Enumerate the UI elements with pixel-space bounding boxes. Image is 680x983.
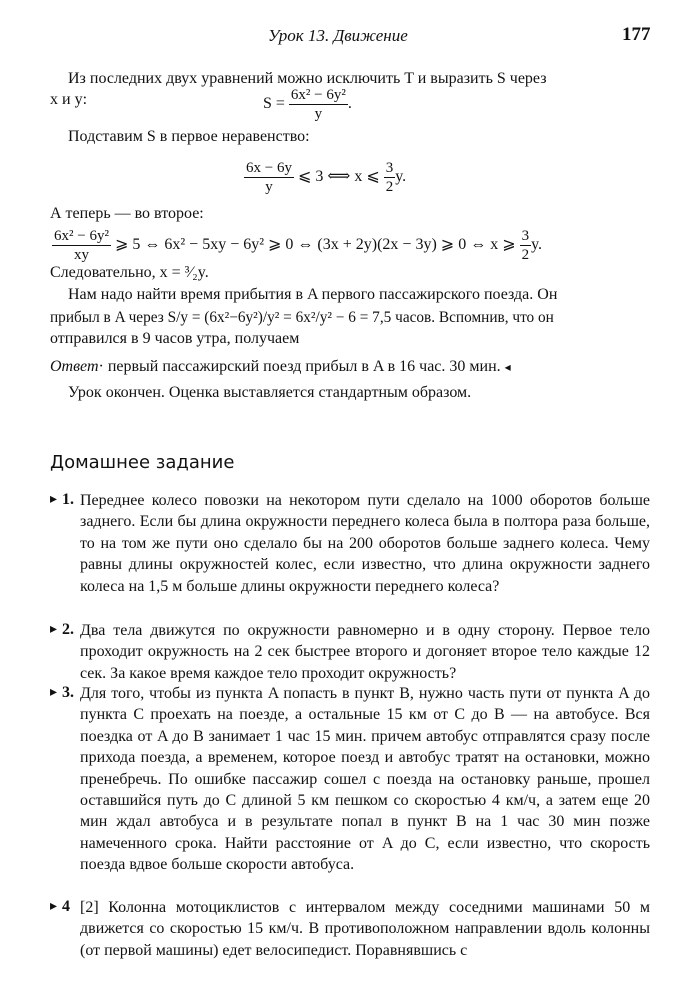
equation-s: [263, 86, 352, 123]
answer-text: · первый пассажирский поезд прибыл в A в 16 час. 30 мин.: [98, 358, 501, 375]
inequality-1-tail: y.: [395, 168, 407, 186]
equation-s-lhs: S =: [263, 95, 285, 113]
solution-line-9: Урок окончен. Оценка выставляется стандартным образом.: [68, 384, 472, 401]
solution-line-8: отправился в 9 часов утра, получаем: [50, 330, 300, 347]
inequality-1-fraction: [244, 159, 294, 196]
inequality-1-coeff-den: 2: [385, 179, 394, 195]
problem-text: [2] Колонна мотоциклистов с интервалом между соседними машинами 50 м движется со скоростью 15 км/ч. В противоположном направлении вдоль колонны (от первой машины) едет велосипедист. Поравнявшись с: [80, 899, 650, 959]
problem-number: 1.: [62, 491, 74, 508]
equation-s-tail: .: [347, 95, 352, 113]
inequality-1-denominator: y: [265, 179, 273, 195]
page-number: 177: [622, 24, 651, 45]
inequality-2-coeff: [520, 227, 532, 264]
equation-s-numerator: 6x² − 6y²: [290, 87, 346, 103]
problem-number: 2.: [62, 621, 74, 638]
problem-marker-icon: ▸: [50, 899, 58, 914]
problem-number: 3.: [62, 684, 74, 701]
inequality-2-fraction: [52, 227, 111, 264]
problem-marker-icon: ▸: [50, 492, 58, 507]
inequality-2-middle: ⩾ 5 ⇔ 6x² − 5xy − 6y² ⩾ 0 ⇔ (3x + 2y)(2x − 3y) ⩾ 0 ⇔ x ⩾: [114, 236, 516, 254]
problem-text: Для того, чтобы из пункта A попасть в пункт B, нужно часть пути от пункта A до пункта C проехать на поезде, а остальные 15 км от C до B — на автобусе. Вся поездка от A до B занимает 1 час 15 мин. причем автобус отправлятся сразу после прихода поезда, а временем, которое поезд и автобус тратят на остановки, можно пренебречь. По ошибке пассажир сошел с поезда на остановку раньше, прошел оставшийся путь до C длиной 5 км пешком со скоростью 4 км/ч, а затем еще 20 мин ждал автобуса и в результате попал в пункт B на 1 час 30 мин позже намеченного срока. Найти расстояние от A до C, если известно, что скорость поезда вдвое больше скорости автобуса.: [80, 685, 650, 874]
solution-line-1: Из последних двух уравнений можно исключить T и выразить S через: [68, 70, 547, 87]
inequality-2-coeff-num: 3: [521, 228, 530, 244]
equation-s-fraction: [289, 86, 348, 123]
solution-line-3: Подставим S в первое неравенство:: [68, 128, 310, 145]
solution-line-4: А теперь — во второе:: [50, 205, 204, 222]
inequality-2-numerator: 6x² − 6y²: [54, 228, 109, 244]
solution-line-7: прибыл в A через S/y = (6x²−6y²)/y² = 6x²/y² − 6 = 7,5 часов. Вспомнив, что он: [50, 309, 554, 326]
problem-text: Два тела движутся по окружности равномерно и в одну сторону. Первое тело проходит окружность на 2 сек быстрее второго и догоняет второе тело каждые 12 сек. За какое время каждое тело проходит окружность?: [80, 622, 650, 682]
inequality-1: [244, 159, 406, 196]
answer-line: [50, 357, 511, 377]
solution-line-5: Следовательно, x = ³⁄₂y.: [50, 264, 209, 281]
end-of-solution-marker: ◂: [504, 360, 511, 374]
homework-title: Домашнее задание: [50, 452, 235, 473]
inequality-2: [52, 227, 542, 264]
inequality-2-tail: y.: [531, 236, 543, 254]
answer-label: Ответ: [50, 358, 99, 375]
page-header: [0, 24, 680, 48]
problem-number: 4: [62, 898, 70, 915]
inequality-1-coeff: [384, 159, 396, 196]
inequality-1-numerator: 6x − 6y: [246, 160, 292, 176]
running-title: Урок 13. Движение: [268, 26, 408, 45]
problem-marker-icon: ▸: [50, 622, 58, 637]
inequality-2-denominator: xy: [73, 247, 89, 263]
solution-line-2-vars: x и y:: [50, 91, 88, 108]
problem-marker-icon: ▸: [50, 685, 58, 700]
inequality-2-coeff-den: 2: [521, 247, 530, 263]
equation-s-denominator: y: [314, 106, 323, 122]
inequality-1-middle: ⩽ 3 ⟺ x ⩽: [297, 168, 380, 186]
problem-text: Переднее колесо повозки на некотором пути сделало на 1000 оборотов больше заднего. Если бы длина окружности переднего колеса была в полтора раза больше, то на том же пути оно сделало бы на 200 оборотов больше заднего колеса. Чему равны длины окружностей колес, если известно, что длина окружности заднего колеса на 1,5 м больше длины окружности переднего колеса?: [80, 492, 650, 595]
solution-line-6: Нам надо найти время прибытия в A первого пассажирского поезда. Он: [68, 286, 558, 303]
inequality-1-coeff-num: 3: [385, 160, 394, 176]
